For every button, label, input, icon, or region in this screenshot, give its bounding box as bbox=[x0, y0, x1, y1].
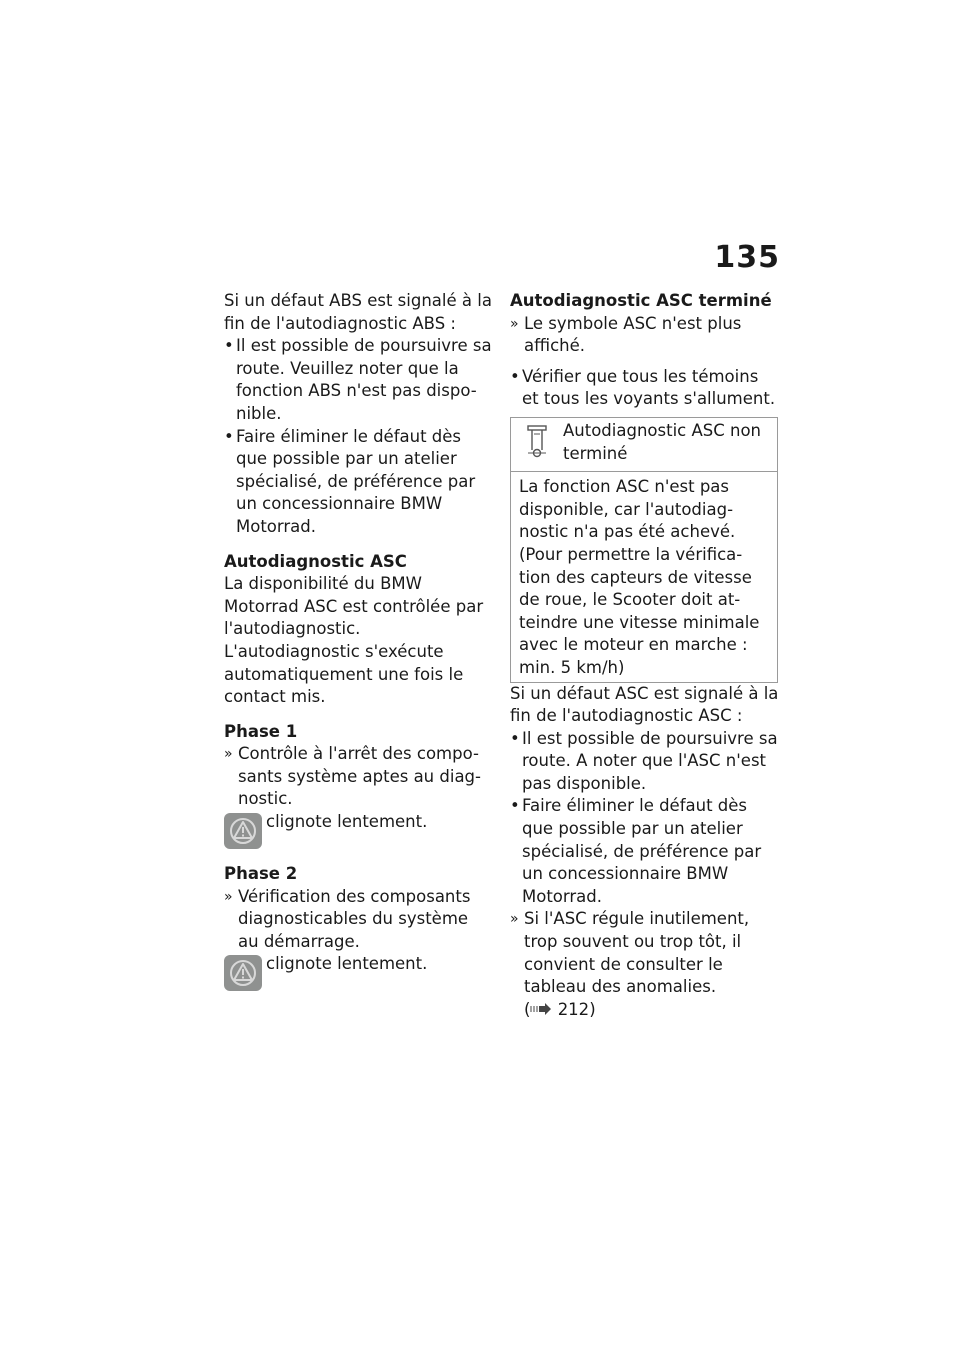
ref-open: ( bbox=[524, 999, 531, 1019]
asc-bullet-2: • Faire éliminer le défaut dès que possible par un atelier spécialisé, de préférence par un concessionnaire BMW Motorrad. bbox=[510, 795, 780, 908]
abs-bullet-2: • Faire éliminer le défaut dès que possible par un atelier spécialisé, de préférence par un concessionnaire BMW Motorrad. bbox=[224, 426, 492, 539]
abs-bullet-1: • Il est possible de poursuivre sa route. Veuillez noter que la fonction ABS n'est pas dispo-nible. bbox=[224, 335, 492, 425]
ref-page-number: 212 bbox=[557, 999, 590, 1019]
gauge-pin-icon bbox=[525, 424, 549, 465]
ref-close: ) bbox=[589, 999, 596, 1019]
check-bullet: • Vérifier que tous les témoins et tous les voyants s'allument. bbox=[510, 366, 780, 411]
right-column bbox=[510, 290, 780, 1022]
info-box-title: Autodiagnostic ASC non terminé bbox=[563, 420, 762, 463]
phase1-heading: Phase 1 bbox=[224, 721, 298, 741]
arrow-right-icon bbox=[530, 999, 552, 1022]
done-heading: Autodiagnostic ASC terminé bbox=[510, 291, 772, 310]
phase1-indicator-text: clignote lentement. bbox=[266, 812, 428, 832]
info-box bbox=[510, 417, 778, 683]
asc-heading: Autodiagnostic ASC bbox=[224, 551, 407, 571]
phase2-indicator bbox=[224, 953, 492, 993]
asc-description: La disponibilité du BMW Motorrad ASC est contrôlée par l'autodiagnostic. L'autodiagnostic s'exécute automatiquement une fois le contact mis. bbox=[224, 574, 484, 707]
warning-triangle-icon bbox=[224, 955, 262, 991]
page-number: 135 bbox=[714, 240, 780, 275]
abs-intro: Si un défaut ABS est signalé à la fin de l'autodiagnostic ABS : bbox=[224, 291, 492, 333]
done-step: » Le symbole ASC n'est plus affiché. bbox=[510, 313, 780, 358]
regulate-step bbox=[510, 908, 780, 1021]
warning-triangle-icon bbox=[224, 813, 262, 849]
page-reference[interactable] bbox=[524, 1000, 596, 1019]
phase2-heading: Phase 2 bbox=[224, 864, 298, 884]
left-column bbox=[224, 290, 492, 993]
asc-bullet-1: • Il est possible de poursuivre sa route. A noter que l'ASC n'est pas disponible. bbox=[510, 728, 780, 796]
regulate-step-text: Si l'ASC régule inutilement, trop souvent ou trop tôt, il convient de consulter le tableau des anomalies. bbox=[524, 909, 750, 997]
phase2-step: » Vérification des composants diagnosticables du système au démarrage. bbox=[224, 886, 492, 954]
phase2-indicator-text: clignote lentement. bbox=[266, 954, 428, 974]
info-box-body: La fonction ASC n'est pas disponible, car l'autodiag-nostic n'a pas été achevé. (Pour permettre la vérifica-tion des capteurs de vitesse de roue, le Scooter doit at-teindre une vitesse minimale avec le moteur en marche : min. 5 km/h) bbox=[519, 477, 760, 677]
phase1-step: » Contrôle à l'arrêt des compo-sants système aptes au diag-nostic. bbox=[224, 743, 492, 811]
phase1-indicator bbox=[224, 811, 492, 851]
asc-fault-intro: Si un défaut ASC est signalé à la fin de l'autodiagnostic ASC : bbox=[510, 683, 779, 726]
info-box-header bbox=[511, 418, 777, 472]
